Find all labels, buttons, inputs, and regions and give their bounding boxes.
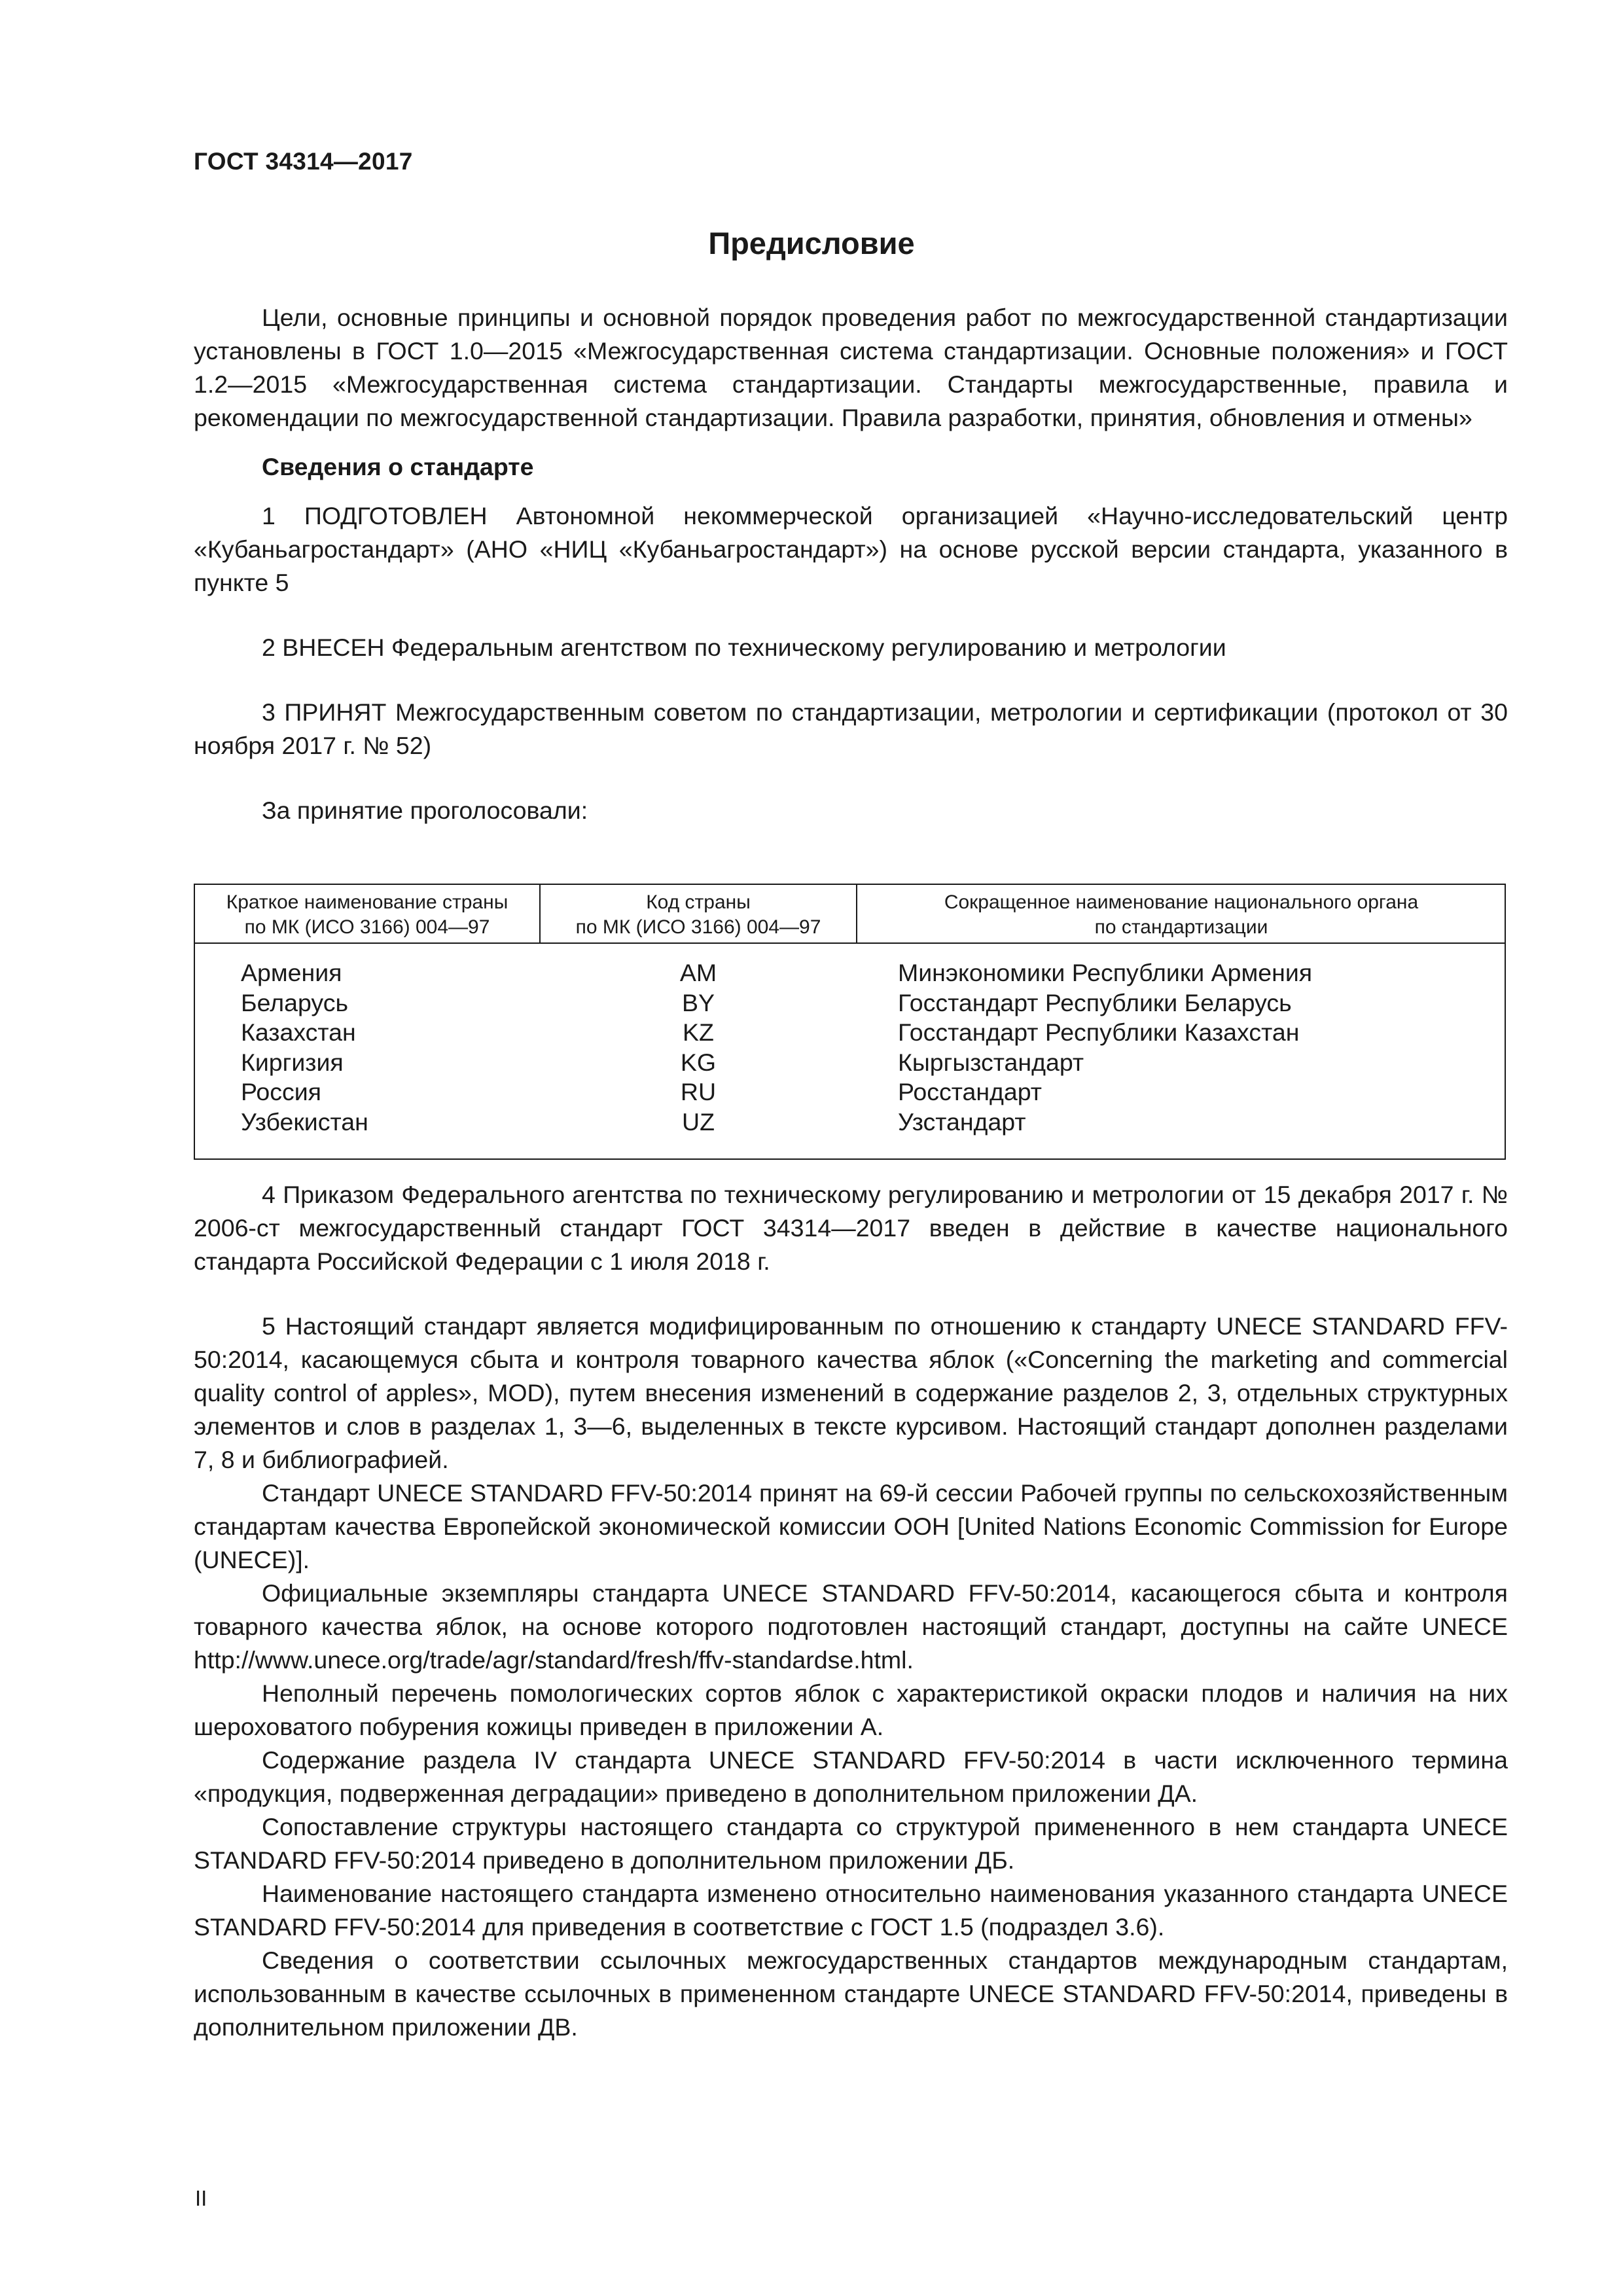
table-column-country — [241, 958, 368, 1137]
table-cell-code: KZ — [683, 1018, 714, 1046]
voted-line: За принятие проголосовали: — [262, 797, 588, 824]
intro-paragraph: Цели, основные принципы и основной порядок проведения работ по межгосударственной стандартизации установлены в ГОСТ 1.0—2015 «Межгосударственная система стандартизации. Основные положения» и ГОСТ 1.2—2015 «Межгосударственная система стандартизации. Стандарты межгосударственные, правила и рекомендации по межгосударственной стандартизации. Правила разработки, принятия, обновления и отмены» — [194, 304, 1508, 431]
table-cell-body: Госстандарт Республики Беларусь — [898, 988, 1292, 1016]
table-cell-country: Киргизия — [241, 1048, 344, 1076]
voting-table — [194, 884, 1506, 1160]
table-header-body: Сокращенное наименование национального органа по стандартизации — [944, 891, 1419, 938]
item-5-paragraph: Стандарт UNECE STANDARD FFV-50:2014 принят на 69-й сессии Рабочей группы по сельскохозяйственным стандартам качества Европейской экономической комиссии ООН [United Nations Economic Commission for Europe (UNECE)]. — [194, 1479, 1508, 1573]
item-5-paragraph: Сведения о соответствии ссылочных межгосударственных стандартов международным стандартам, использованным в качестве ссылочных в примененном стандарте UNECE STANDARD FFV-50:2014, приведены в дополнительном приложении ДВ. — [194, 1946, 1508, 2041]
page-title: Предисловие — [708, 226, 915, 260]
item-5-paragraph: 5 Настоящий стандарт является модифицированным по отношению к стандарту UNECE STANDARD FFV-50:2014, касающемуся сбыта и контроля товарного качества яблок («Concerning the marketing and commercial quality control of apples», MOD), путем внесения изменений в содержание разделов 2, 3, отдельных структурных элементов и слов в разделах 1, 3—6, выделенных в тексте курсивом. Настоящий стандарт дополнен разделами 7, 8 и библиографией. — [194, 1312, 1508, 1473]
lower-text-block — [194, 1178, 1508, 2044]
table-cell-code: UZ — [682, 1107, 715, 1136]
table-cell-code: AM — [679, 959, 717, 986]
item-5-paragraph: Официальные экземпляры стандарта UNECE STANDARD FFV-50:2014, касающегося сбыта и контроля товарного качества яблок, на основе которого подготовлен настоящий стандарт, доступны на сайте UNECE http://www.unece.org/trade/agr/standard/fresh/ffv-standardse.html. — [194, 1579, 1508, 1674]
item-5-paragraph: Наименование настоящего стандарта изменено относительно наименования указанного стандарта UNECE STANDARD FFV-50:2014 для приведения в соответствие с ГОСТ 1.5 (подраздел 3.6). — [194, 1880, 1508, 1941]
table-cell-body: Узстандарт — [898, 1107, 1026, 1136]
item-4-paragraph: 4 Приказом Федерального агентства по техническому регулированию и метрологии от 15 декабря 2017 г. № 2006-ст межгосударственный стандарт ГОСТ 34314—2017 введен в действие в качестве национального стандарта Российской Федерации с 1 июля 2018 г. — [194, 1181, 1508, 1275]
item-adopted: 3 ПРИНЯТ Межгосударственным советом по стандартизации, метрологии и сертификации (протокол от 30 ноября 2017 г. № 52) — [194, 698, 1508, 759]
table-header-code: Код страны по МК (ИСО 3166) 004—97 — [575, 891, 821, 938]
document-code: ГОСТ 34314—2017 — [194, 148, 413, 175]
page-number: II — [195, 2186, 207, 2210]
table-cell-country: Узбекистан — [241, 1107, 368, 1136]
table-cell-body: Минэкономики Республики Армения — [898, 959, 1313, 986]
table-column-body — [898, 958, 1312, 1137]
table-cell-code: RU — [680, 1078, 717, 1105]
table-cell-body: Кыргызстандарт — [898, 1048, 1084, 1076]
table-cell-country: Казахстан — [241, 1018, 356, 1046]
item-5-paragraph: Неполный перечень помологических сортов яблок с характеристикой окраски плодов и наличия на них шероховатого побурения кожицы приведен в приложении А. — [194, 1679, 1508, 1740]
table-cell-body: Росстандарт — [898, 1078, 1042, 1105]
table-column-code — [541, 958, 856, 1137]
item-5-paragraph: Сопоставление структуры настоящего стандарта со структурой примененного в нем стандарта UNECE STANDARD FFV-50:2014 приведено в дополнительном приложении ДБ. — [194, 1813, 1508, 1874]
item-5-paragraph: Содержание раздела IV стандарта UNECE STANDARD FFV-50:2014 в части исключенного термина «продукция, подверженная деградации» приведено в дополнительном приложении ДА. — [194, 1746, 1508, 1807]
table-header-divider — [195, 942, 1505, 944]
table-cell-country: Армения — [241, 959, 342, 986]
table-header-country: Краткое наименование страны по МК (ИСО 3166) 004—97 — [226, 891, 508, 938]
table-cell-body: Госстандарт Республики Казахстан — [898, 1018, 1300, 1046]
item-introduced: 2 ВНЕСЕН Федеральным агентством по техническому регулированию и метрологии — [262, 634, 1226, 661]
table-cell-country: Беларусь — [241, 988, 349, 1016]
upper-text-block — [194, 301, 1508, 827]
table-cell-code: KG — [680, 1048, 717, 1076]
table-cell-code: BY — [681, 988, 715, 1016]
section-heading: Сведения о стандарте — [262, 453, 534, 480]
table-cell-country: Россия — [241, 1078, 321, 1105]
item-prepared: 1 ПОДГОТОВЛЕН Автономной некоммерческой организацией «Научно-исследовательский центр «Кубаньагростандарт» (АНО «НИЦ «Кубаньагростандарт») на основе русской версии стандарта, указанного в пункте 5 — [194, 502, 1508, 596]
